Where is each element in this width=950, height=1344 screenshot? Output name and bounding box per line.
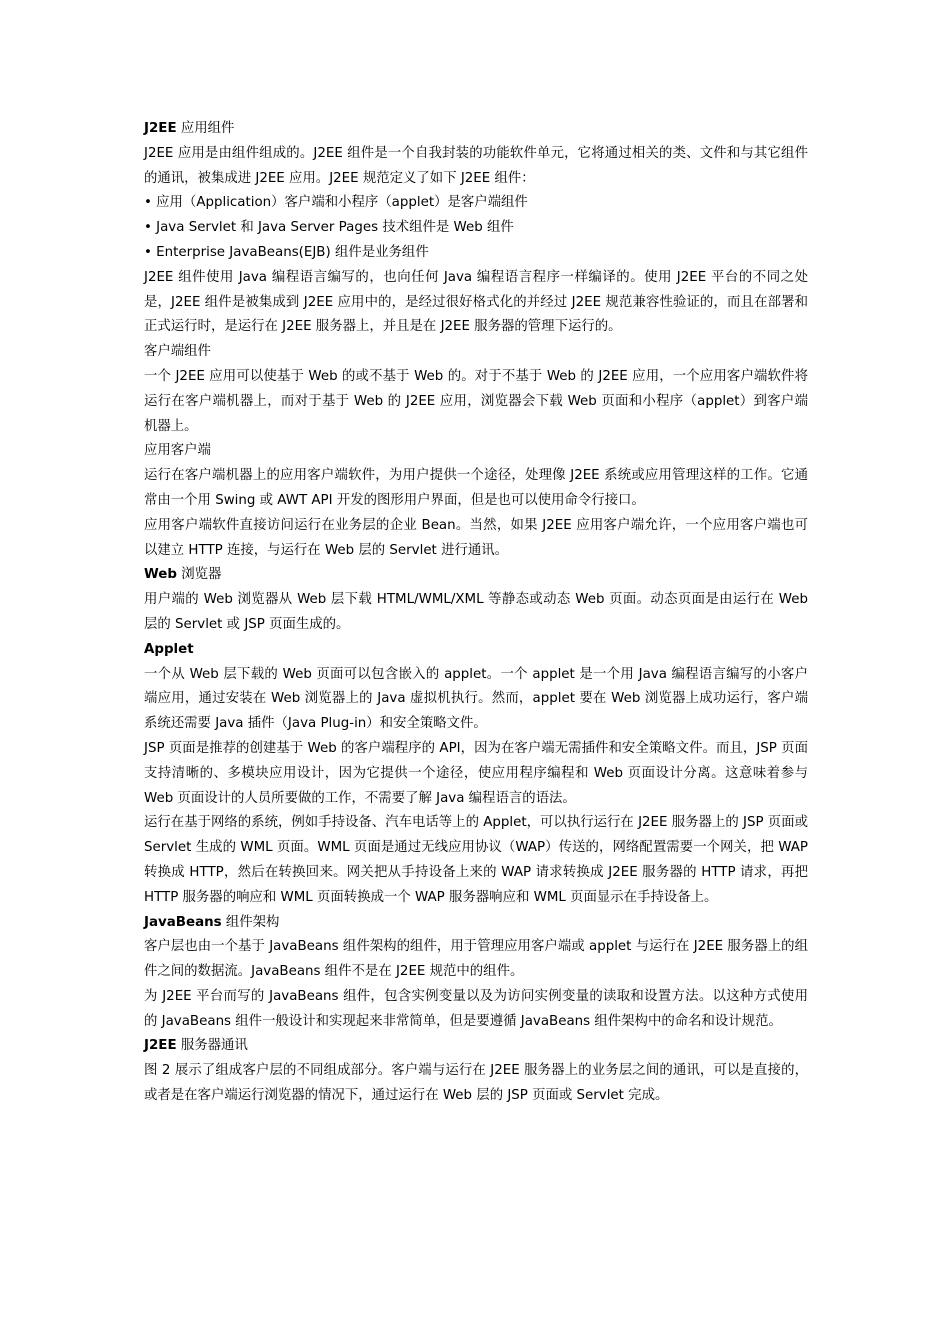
paragraph-3: 一个 J2EE 应用可以使基于 Web 的或不基于 Web 的。对于不基于 Web 的 J2EE 应用，一个应用客户端软件将运行在客户端机器上，而对于基于 Web 的 J2EE 应用，浏览器会下载 Web 页面和小程序（applet）到客户端机器上。 xyxy=(144,368,808,434)
paragraph-1: J2EE 应用是由组件组成的。J2EE 组件是一个自我封装的功能软件单元，它将通过相关的类、文件和与其它组件的通讯，被集成进 J2EE 应用。J2EE 规范定义了如下 J2EE 组件： xyxy=(144,145,808,186)
heading-javabeans xyxy=(144,911,808,936)
heading-server-communication xyxy=(144,1034,808,1059)
heading-bold-part: JavaBeans xyxy=(144,914,222,930)
paragraph-11: 为 J2EE 平台而写的 JavaBeans 组件，包含实例变量以及为访问实例变量的读取和设置方法。以这种方式使用的 JavaBeans 组件一般设计和实现起来非常简单，但是要遵循 JavaBeans 组件架构中的命名和设计规范。 xyxy=(144,988,808,1029)
paragraph-5: 应用客户端软件直接访问运行在业务层的企业 Bean。当然，如果 J2EE 应用客户端允许，一个应用客户端也可以建立 HTTP 连接，与运行在 Web 层的 Servlet 进行通讯。 xyxy=(144,517,808,558)
bullet-item-3: • Enterprise JavaBeans(EJB) 组件是业务组件 xyxy=(144,244,429,260)
bullet-item-2: • Java Servlet 和 Java Server Pages 技术组件是 Web 组件 xyxy=(144,220,514,236)
heading-app-client: 应用客户端 xyxy=(144,443,211,459)
heading-web-browser xyxy=(144,563,808,588)
heading-text-part: 应用组件 xyxy=(176,121,235,136)
heading-client-components: 客户端组件 xyxy=(144,344,211,360)
paragraph-9: 运行在基于网络的系统，例如手持设备、汽车电话等上的 Applet，可以执行运行在 J2EE 服务器上的 JSP 页面或 Servlet 生成的 WML 页面。WML 页面是通过无线应用协议（WAP）传送的，网络配置需要一个网关，把 WAP 转换成 HTTP，然后在转换回来。网关把从手持设备上来的 WAP 请求转换成 J2EE 服务器的 HTTP 请求，再把 HTTP 服务器的响应和 WML 页面转换成一个 WAP 服务器响应和 WML 页面显示在手持设备上。 xyxy=(144,815,808,905)
paragraph-12: 图 2 展示了组成客户层的不同组成部分。客户端与运行在 J2EE 服务器上的业务层之间的通讯，可以是直接的，或者是在客户端运行浏览器的情况下，通过运行在 Web 层的 JSP 页面或 Servlet 完成。 xyxy=(144,1063,808,1104)
bullet-item-1: • 应用（Application）客户端和小程序（applet）是客户端组件 xyxy=(144,195,528,211)
heading-bold-part: J2EE xyxy=(144,121,177,136)
paragraph-7: 一个从 Web 层下载的 Web 页面可以包含嵌入的 applet。一个 applet 是一个用 Java 编程语言编写的小客户端应用，通过安装在 Web 浏览器上的 Java 虚拟机执行。然而，applet 要在 Web 浏览器上成功运行，客户端系统还需要 Java 插件（Java Plug-in）和安全策略文件。 xyxy=(144,666,808,732)
heading-text-part: 组件架构 xyxy=(221,914,280,930)
paragraph-10: 客户层也由一个基于 JavaBeans 组件架构的组件，用于管理应用客户端或 applet 与运行在 J2EE 服务器上的组件之间的数据流。JavaBeans 组件不是在 J2EE 规范中的组件。 xyxy=(144,939,808,980)
document-body xyxy=(144,117,808,1109)
heading-text-part: 服务器通讯 xyxy=(176,1038,248,1054)
paragraph-2: J2EE 组件使用 Java 编程语言编写的，也向任何 Java 编程语言程序一样编译的。使用 J2EE 平台的不同之处是，J2EE 组件是被集成到 J2EE 应用中的，是经过很好格式化的并经过 J2EE 规范兼容性验证的，而且在部署和正式运行时，是运行在 J2EE 服务器上，并且是在 J2EE 服务器的管理下运行的。 xyxy=(144,269,808,335)
heading-bold-part: J2EE xyxy=(144,1038,177,1054)
paragraph-4: 运行在客户端机器上的应用客户端软件，为用户提供一个途径，处理像 J2EE 系统或应用管理这样的工作。它通常由一个用 Swing 或 AWT API 开发的图形用户界面，但是也可以使用命令行接口。 xyxy=(144,468,808,508)
heading-text-part: 浏览器 xyxy=(176,567,222,583)
heading-bold-part: Web xyxy=(144,567,177,583)
heading-j2ee-components xyxy=(144,117,808,142)
paragraph-8: JSP 页面是推荐的创建基于 Web 的客户端程序的 API，因为在客户端无需插件和安全策略文件。而且，JSP 页面支持清晰的、多模块应用设计，因为它提供一个途径，使应用程序编程和 Web 页面设计分离。这意味着参与 Web 页面设计的人员所要做的工作，不需要了解 Java 编程语言的语法。 xyxy=(144,740,808,806)
heading-applet: Applet xyxy=(144,641,194,657)
paragraph-6: 用户端的 Web 浏览器从 Web 层下载 HTML/WML/XML 等静态或动态 Web 页面。动态页面是由运行在 Web 层的 Servlet 或 JSP 页面生成的。 xyxy=(144,592,808,632)
